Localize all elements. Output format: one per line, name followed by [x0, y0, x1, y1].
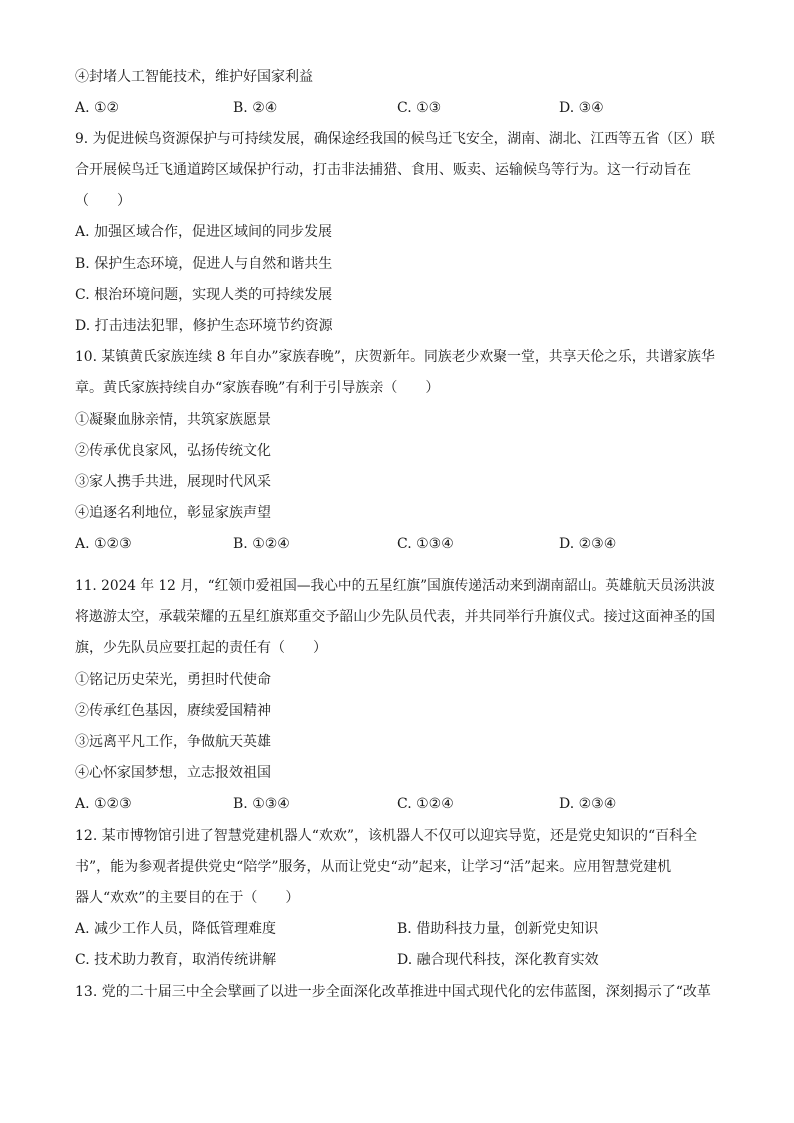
q12-choice-b[interactable]: B. 借助科技力量，创新党史知识 — [397, 921, 599, 937]
q12-stem-line-3: 器人“欢欢”的主要目的在于（ ） — [75, 890, 300, 906]
q12-choice-a[interactable]: A. 减少工作人员，降低管理难度 — [75, 921, 277, 937]
q9-choice-d[interactable]: D. 打击违法犯罪，修护生态环境节约资源 — [75, 318, 333, 334]
q11-statement-4: ④心怀家国梦想，立志报效祖国 — [75, 765, 271, 781]
q8-choice-a[interactable]: A. ①② — [75, 100, 120, 116]
q11-statement-2: ②传承红色基因，赓续爱国精神 — [75, 703, 271, 719]
q12-stem-line-1: 12. 某市博物馆引进了智慧党建机器人“欢欢”，该机器人不仅可以迎宾导览，还是党史知识的“百科全 — [75, 828, 698, 844]
q9-choice-b[interactable]: B. 保护生态环境，促进人与自然和谐共生 — [75, 256, 333, 272]
q11-stem-line-1: 11. 2024 年 12 月，“红领巾爱祖国—我心中的五星红旗”国旗传递活动来到湖南韶山。英雄航天员汤洪波 — [75, 578, 715, 594]
q10-statement-1: ①凝聚血脉亲情，共筑家族愿景 — [75, 412, 271, 428]
q12-choice-c[interactable]: C. 技术助力教育，取消传统讲解 — [75, 952, 277, 968]
q12-stem-line-2: 书”，能为参观者提供党史“陪学”服务，从而让党史“动”起来，让学习“活”起来。应用智慧党建机 — [75, 859, 672, 875]
q10-choice-d[interactable]: D. ②③④ — [559, 536, 617, 552]
q10-statement-4: ④追逐名利地位，彰显家族声望 — [75, 505, 271, 521]
q11-statement-1: ①铭记历史荣光，勇担时代使命 — [75, 672, 271, 688]
q8-choice-c[interactable]: C. ①③ — [397, 100, 442, 116]
q11-choice-b[interactable]: B. ①③④ — [233, 796, 290, 812]
q9-stem-line-3: （ ） — [75, 193, 131, 209]
q13-stem-line-1: 13. 党的二十届三中全会擘画了以进一步全面深化改革推进中国式现代化的宏伟蓝图，深刻揭示了“改革 — [75, 984, 711, 1000]
q11-stem-line-2: 将遨游太空，承载荣耀的五星红旗郑重交予韶山少先队员代表，并共同举行升旗仪式。接过这面神圣的国 — [75, 609, 716, 625]
q8-statement-4: ④封堵人工智能技术，维护好国家利益 — [75, 69, 313, 85]
q11-choice-c[interactable]: C. ①②④ — [397, 796, 454, 812]
q8-choice-b[interactable]: B. ②④ — [233, 100, 278, 116]
q9-choice-a[interactable]: A. 加强区域合作，促进区域间的同步发展 — [75, 224, 333, 240]
q10-statement-2: ②传承优良家风，弘扬传统文化 — [75, 443, 271, 459]
q10-choice-a[interactable]: A. ①②③ — [75, 536, 132, 552]
q10-stem-line-1: 10. 某镇黄氏家族连续 8 年自办”家族春晚”，庆贺新年。同族老少欢聚一堂，共享天伦之乐，共谱家族华 — [75, 349, 715, 365]
q9-choice-c[interactable]: C. 根治环境问题，实现人类的可持续发展 — [75, 287, 333, 303]
q12-choice-d[interactable]: D. 融合现代科技，深化教育实效 — [397, 952, 599, 968]
q10-choice-c[interactable]: C. ①③④ — [397, 536, 454, 552]
q11-choice-a[interactable]: A. ①②③ — [75, 796, 132, 812]
q9-stem-line-1: 9. 为促进候鸟资源保护与可持续发展，确保途经我国的候鸟迁飞安全，湖南、湖北、江西等五省（区）联 — [75, 131, 715, 147]
q10-statement-3: ③家人携手共进，展现时代风采 — [75, 474, 271, 490]
q11-stem-line-3: 旗，少先队员应要扛起的责任有（ ） — [75, 640, 327, 656]
q9-stem-line-2: 合开展候鸟迁飞通道跨区域保护行动，打击非法捕猎、食用、贩卖、运输候鸟等行为。这一行动旨在 — [75, 162, 691, 178]
q10-choice-b[interactable]: B. ①②④ — [233, 536, 290, 552]
q11-statement-3: ③远离平凡工作，争做航天英雄 — [75, 734, 271, 750]
q8-choice-d[interactable]: D. ③④ — [559, 100, 604, 116]
q11-choice-d[interactable]: D. ②③④ — [559, 796, 617, 812]
q10-stem-line-2: 章。黄氏家族持续自办“家族春晚”有利于引导族亲（ ） — [75, 380, 440, 396]
